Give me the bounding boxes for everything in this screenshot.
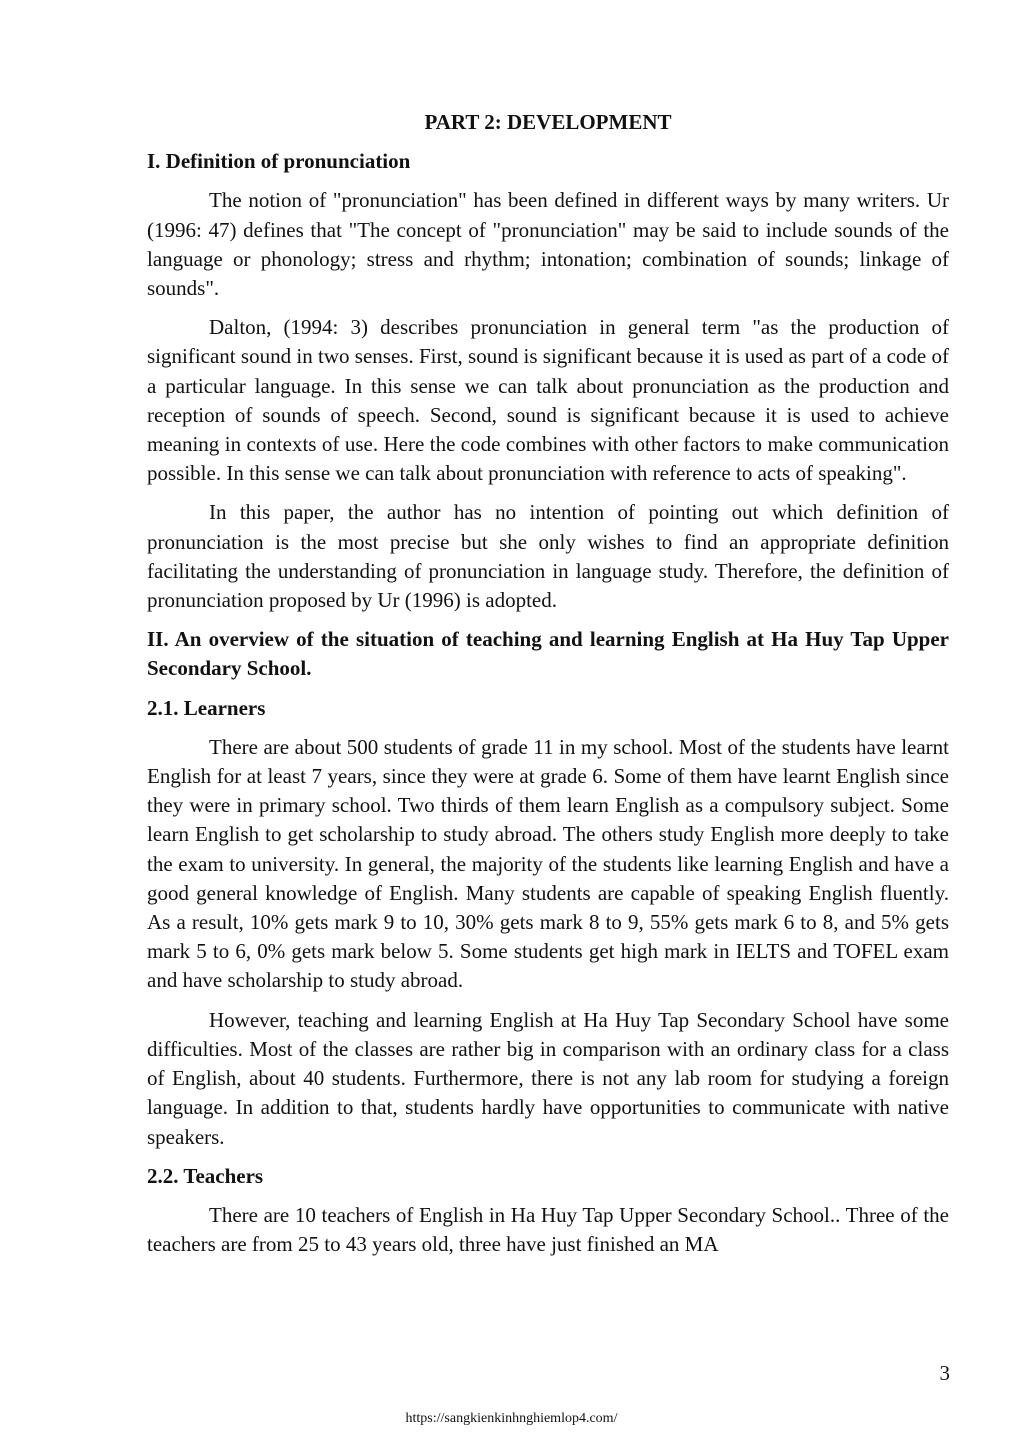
paragraph-learners: There are about 500 students of grade 11 in my school. Most of the students have learnt English for at least 7 years, since they were at grade 6. Some of them have learnt English since they were in primary school. Two thirds of them learn English as a compulsory subject. Some learn English to get scholarship to study abroad. The others study English more deeply to take the exam to university. In general, the majority of the students like learning English and have a good general knowledge of English. Many students are capable of speaking English fluently. As a result, 10% gets mark 9 to 10, 30% gets mark 8 to 9, 55% gets mark 6 to 8, and 5% gets mark 5 to 6, 0% gets mark below 5. Some students get high mark in IELTS and TOFEL exam and have scholarship to study abroad. bbox=[147, 734, 949, 993]
subheading-learners: 2.1. Learners bbox=[147, 695, 266, 720]
document-page bbox=[147, 108, 949, 1269]
subheading-teachers: 2.2. Teachers bbox=[147, 1163, 264, 1188]
section-heading-definition: I. Definition of pronunciation bbox=[147, 149, 411, 174]
footer-url: https://sangkienkinhnghiemlop4.com/ bbox=[405, 1411, 618, 1426]
paragraph-teachers: There are 10 teachers of English in Ha Huy Tap Upper Secondary School.. Three of the teachers are from 25 to 43 years old, three have just finished an MA bbox=[147, 1202, 949, 1257]
paragraph-difficulties: However, teaching and learning English at Ha Huy Tap Secondary School have some difficulties. Most of the classes are rather big in comparison with an ordinary class for a class of English, about 40 students. Furthermore, there is not any lab room for studying a foreign language. In addition to that, students hardly have opportunities to communicate with native speakers. bbox=[147, 1007, 949, 1149]
page-number: 3 bbox=[939, 1361, 950, 1385]
paragraph-adopted-definition: In this paper, the author has no intention of pointing out which definition of pronunciation is the most precise but she only wishes to find an appropriate definition facilitating the understanding of pronunciation in language study. Therefore, the definition of pronunciation proposed by Ur (1996) is adopted. bbox=[147, 500, 949, 613]
paragraph-dalton: Dalton, (1994: 3) describes pronunciation in general term "as the production of significant sound in two senses. First, sound is significant because it is used as part of a code of a particular language. In this sense we can talk about pronunciation as the production and reception of sounds of speech. Second, sound is significant because it is used to achieve meaning in contexts of use. Here the code combines with other factors to make communication possible. In this sense we can talk about pronunciation with reference to acts of speaking". bbox=[147, 315, 949, 486]
paragraph-notion: The notion of "pronunciation" has been defined in different ways by many writers. Ur (1996: 47) defines that "The concept of "pronunciation" may be said to include sounds of the language or phonology; stress and rhythm; intonation; combination of sounds; linkage of sounds". bbox=[147, 188, 949, 301]
part-title: PART 2: DEVELOPMENT bbox=[424, 110, 672, 134]
section-heading-overview: II. An overview of the situation of teaching and learning English at Ha Huy Tap Upper Secondary School. bbox=[147, 627, 949, 681]
